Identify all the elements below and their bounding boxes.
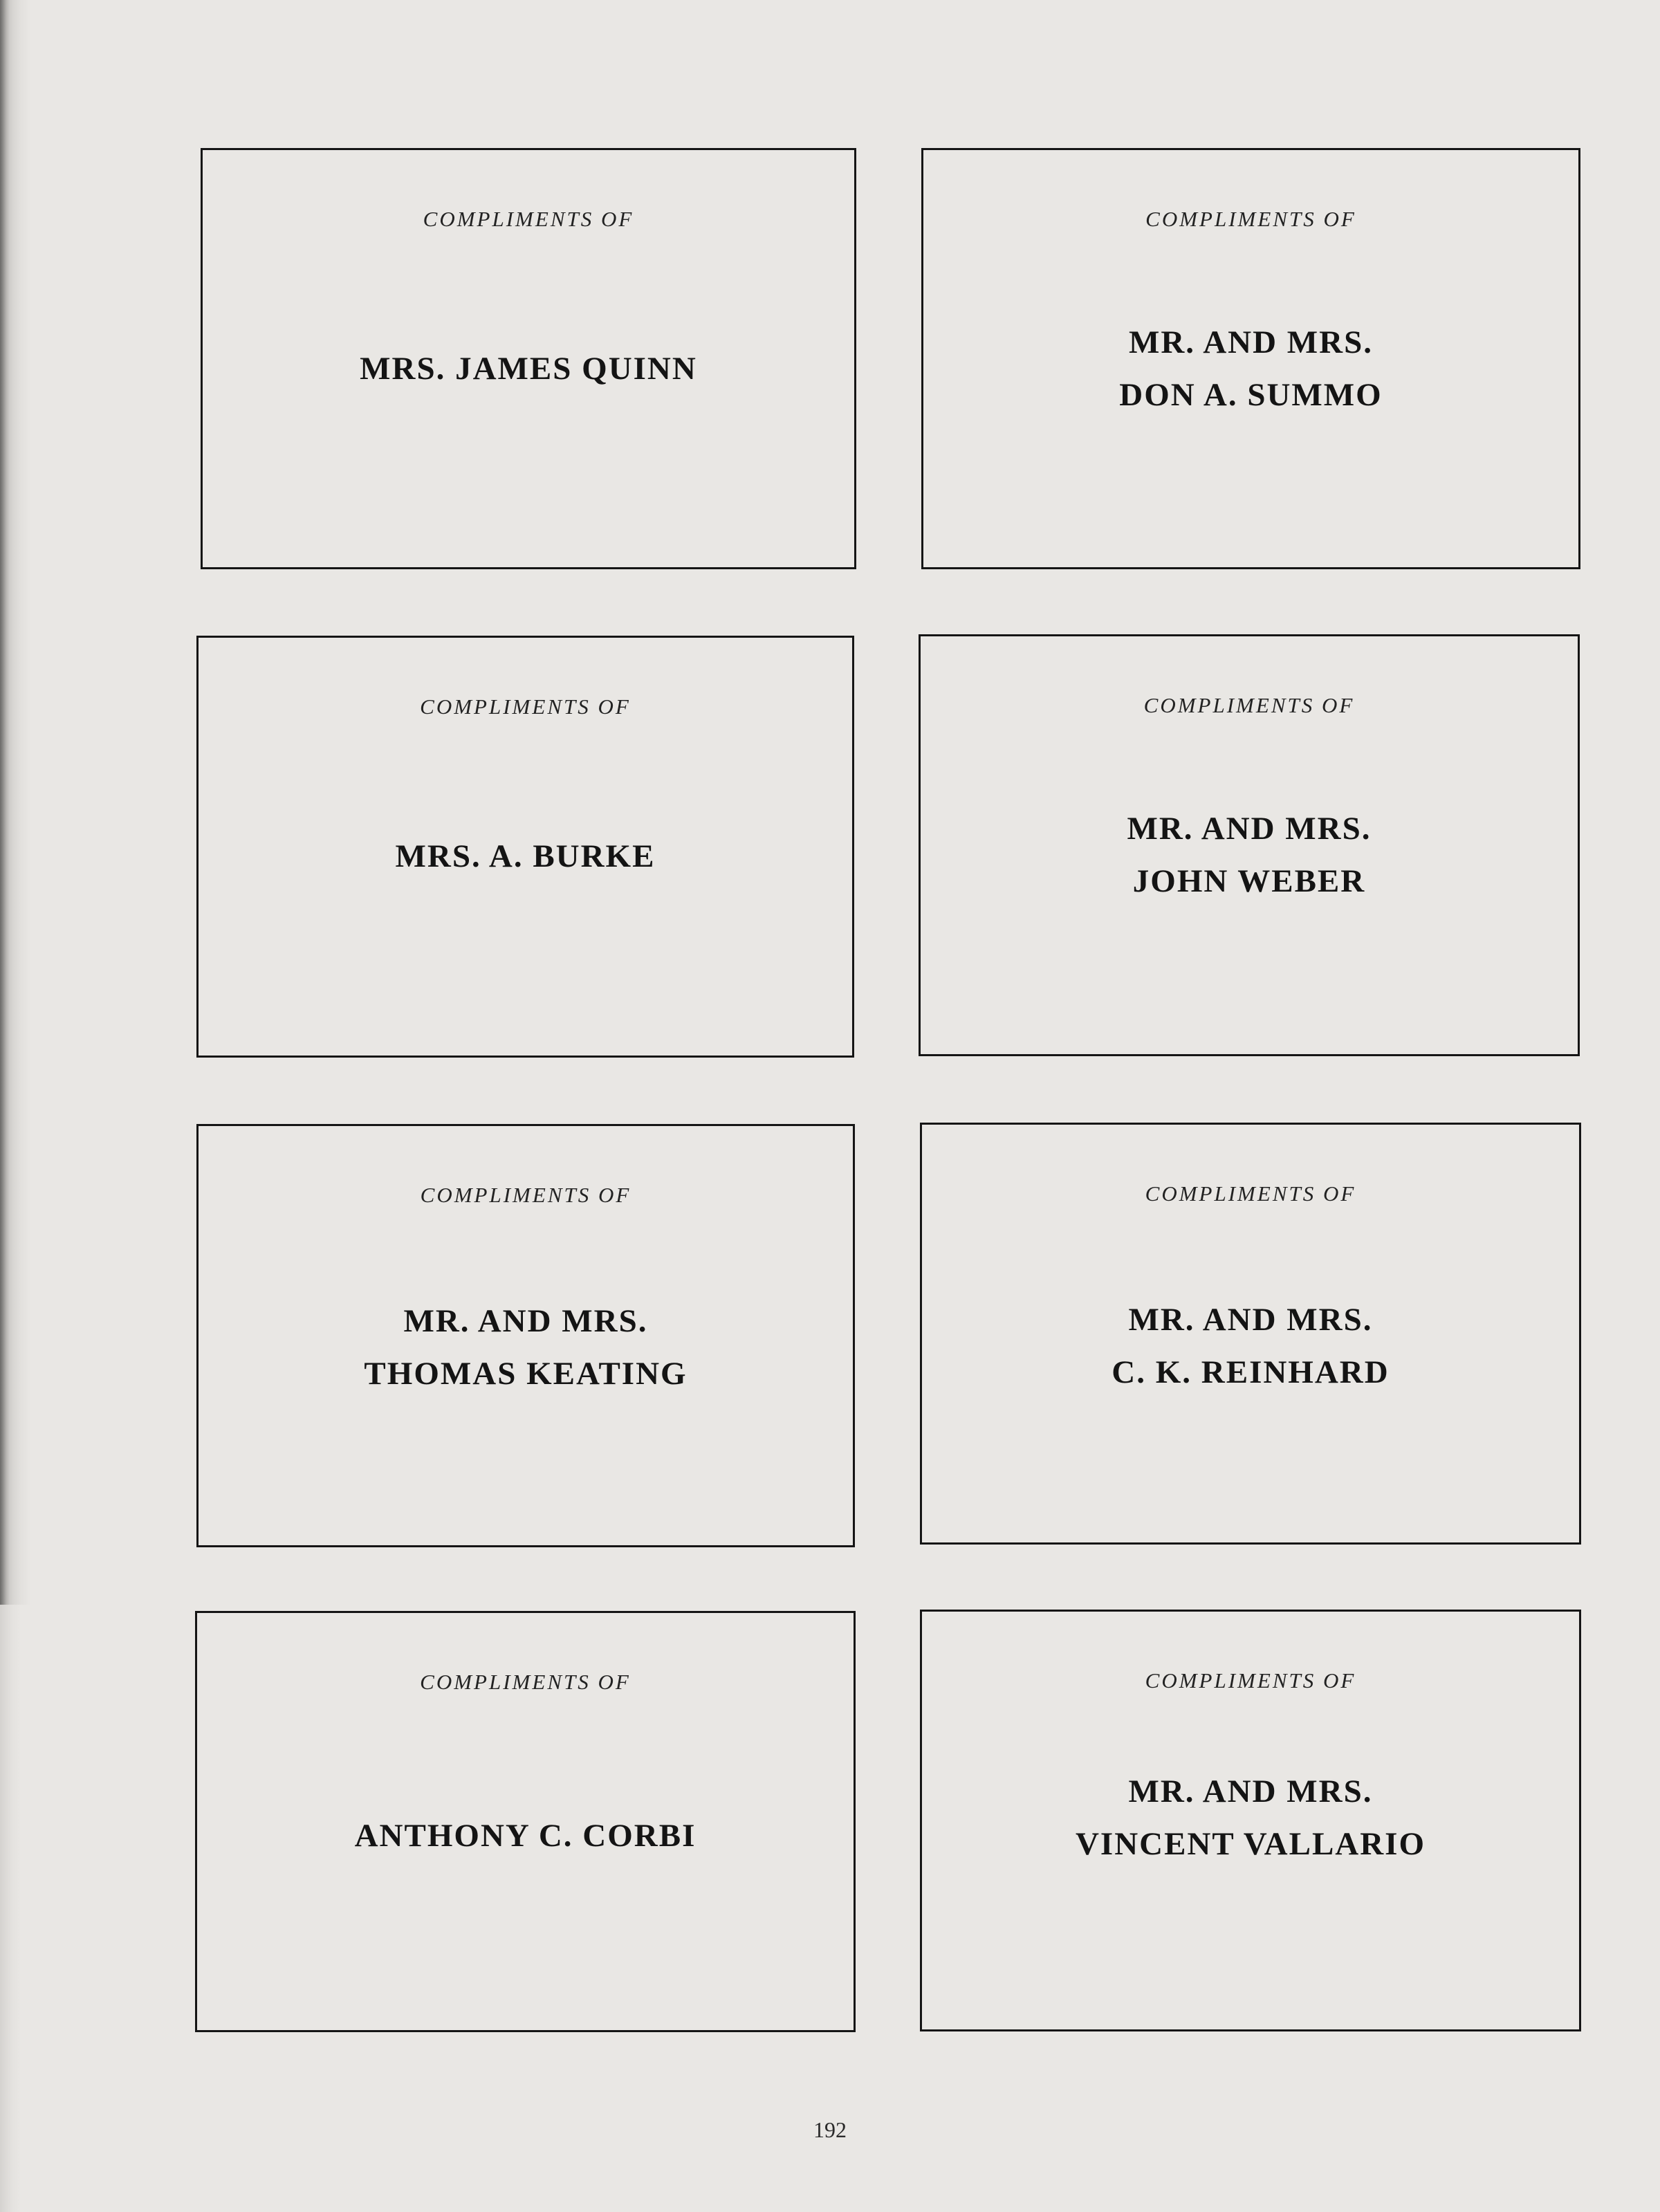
donor-name <box>203 342 854 395</box>
donor-name-line: THOMAS KEATING <box>364 1356 688 1392</box>
compliments-heading: COMPLIMENTS OF <box>423 207 634 231</box>
compliments-heading: COMPLIMENTS OF <box>1143 693 1355 717</box>
ad-box-summo <box>921 148 1580 569</box>
ad-box-burke <box>196 636 854 1058</box>
compliments-heading: COMPLIMENTS OF <box>420 694 631 719</box>
page-binding-edge <box>0 0 30 1605</box>
donor-name <box>923 316 1578 421</box>
ad-box-corbi <box>195 1611 856 2032</box>
compliments-heading: COMPLIMENTS OF <box>1145 1668 1356 1693</box>
donor-name-line: MRS. JAMES QUINN <box>360 351 697 387</box>
ad-box-reinhard <box>920 1123 1581 1545</box>
donor-name-line: VINCENT VALLARIO <box>1075 1826 1426 1862</box>
donor-name-line: ANTHONY C. CORBI <box>354 1818 697 1854</box>
donor-name <box>199 1295 853 1400</box>
ad-box-vallario <box>920 1610 1581 2031</box>
compliments-heading: COMPLIMENTS OF <box>1145 1181 1356 1206</box>
donor-name-line: MR. AND MRS. <box>1128 1302 1373 1338</box>
ad-box-quinn <box>201 148 856 569</box>
compliments-heading: COMPLIMENTS OF <box>420 1183 631 1207</box>
donor-name-line: MR. AND MRS. <box>1129 324 1373 360</box>
donor-name-line: C. K. REINHARD <box>1112 1354 1390 1390</box>
donor-name-line: MRS. A. BURKE <box>395 838 656 874</box>
donor-name <box>199 830 852 883</box>
donor-name-line: MR. AND MRS. <box>1127 811 1372 847</box>
donor-name-line: DON A. SUMMO <box>1119 377 1383 413</box>
compliments-heading: COMPLIMENTS OF <box>1145 207 1356 231</box>
donor-name <box>922 1293 1579 1399</box>
ad-box-weber <box>919 634 1580 1056</box>
donor-name <box>197 1809 854 1862</box>
donor-name-line: MR. AND MRS. <box>403 1303 648 1339</box>
compliments-heading: COMPLIMENTS OF <box>420 1670 631 1694</box>
page-number: 192 <box>813 2117 847 2142</box>
donor-name-line: JOHN WEBER <box>1132 863 1366 899</box>
donor-name-line: MR. AND MRS. <box>1128 1773 1373 1809</box>
ad-box-keating <box>196 1124 855 1547</box>
donor-name <box>922 1765 1579 1870</box>
page-binding-edge-lower <box>0 1605 21 2212</box>
donor-name <box>921 802 1578 907</box>
